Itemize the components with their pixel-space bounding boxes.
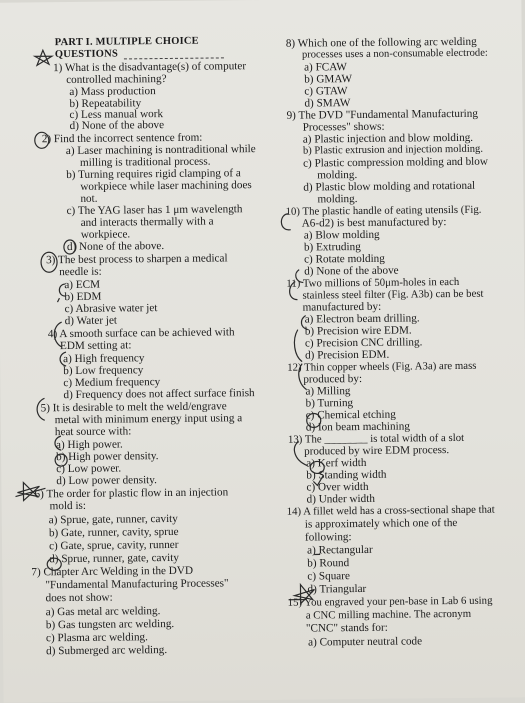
circle-mark	[41, 252, 57, 272]
circle-mark	[299, 364, 307, 390]
q10-stem-2: A6-d2) is best manufactured by:	[302, 216, 447, 230]
q4-stem-2: EDM setting at:	[60, 339, 132, 352]
q13-stem: 13) The ________ is total width of a slot	[288, 432, 464, 446]
q13-option-a: a) Kerf width	[306, 457, 366, 470]
q11-stem-3: manufactured by:	[302, 301, 381, 314]
q8-stem: 8) Which one of the following arc welding	[286, 36, 477, 50]
q9-stem-2: Processes" shows:	[303, 121, 385, 134]
q3-option-c: c) Abrasive water jet	[64, 302, 157, 315]
q4-option-a: a) High frequency	[63, 352, 145, 365]
circle-mark	[281, 214, 290, 230]
circle-mark	[57, 284, 65, 302]
q1-option-b: b) Repeatability	[69, 97, 141, 110]
q5-stem-2: metal with minimum energy input using a	[55, 412, 243, 426]
q2-stem: 2) Find the incorrect sentence from:	[42, 132, 203, 146]
q2-option-a: a) Laser machining is nontraditional while	[66, 143, 256, 157]
q12-stem: 12) Thin copper wheels (Fig. A3a) are mass	[287, 360, 476, 374]
q9-stem: 9) The DVD "Fundamental Manufacturing	[286, 108, 478, 122]
q10-option-c: c) Rotate molding	[304, 253, 385, 266]
star-icon	[294, 584, 314, 603]
q3-stem-2: needle is:	[59, 266, 102, 279]
q3-option-d: d) Water jet	[65, 315, 117, 328]
q15-stem-2: a CNC milling machine. The acronym	[306, 608, 471, 622]
q1-option-a: a) Mass production	[69, 85, 156, 98]
q14-stem-3: following:	[305, 531, 352, 544]
q2-option-c-3: workpiece.	[81, 228, 131, 241]
q5-stem-3: heat source with:	[55, 425, 132, 438]
q9-option-d-2: molding.	[317, 193, 357, 206]
q7-stem-3: does not show:	[46, 592, 113, 605]
q1-option-c: c) Less manual work	[69, 108, 163, 121]
q9-option-d: d) Plastic blow molding and rotational	[303, 180, 475, 194]
q9-option-c: c) Plastic compression molding and blow	[303, 156, 488, 170]
q12-option-b: b) Turning	[306, 397, 354, 410]
circle-mark	[301, 316, 307, 330]
q4-option-d: d) Frequency does not affect surface finish	[63, 387, 254, 401]
q14-stem: 14) A fillet weld has a cross-sectional shape that	[287, 504, 495, 519]
q13-option-d: d) Under width	[307, 493, 375, 506]
circle-mark	[47, 558, 61, 570]
q11-stem-2: stainless steel filter (Fig. A3b) can be best	[302, 288, 483, 302]
circle-mark	[294, 442, 307, 466]
q8-option-d: d) SMAW	[304, 97, 350, 110]
circle-mark	[64, 240, 76, 254]
q7-option-c: c) Plasma arc welding.	[46, 631, 148, 644]
q10-stem: 10) The plastic handle of eating utensils (Fig.	[285, 204, 481, 218]
q10-option-a: a) Blow molding	[304, 229, 380, 242]
circle-mark	[55, 436, 61, 450]
q2-option-b: b) Turning requires rigid clamping of a	[66, 167, 241, 181]
q14-option-d: d) Triangular	[307, 583, 366, 596]
circle-mark	[296, 270, 304, 283]
q11-option-b: b) Precision wire EDM.	[305, 324, 412, 338]
q6-stem-2: mold is:	[50, 500, 87, 513]
q9-option-b: b) Plastic extrusion and injection molding.	[303, 144, 483, 158]
circle-mark	[60, 352, 66, 366]
q2-option-b-3: not.	[80, 193, 97, 206]
q2-option-b-2: workpiece while laser machining does	[80, 179, 252, 193]
q1-stem-2: controlled machining?	[66, 73, 166, 86]
q12-option-d: d) Ion beam machining	[306, 420, 410, 433]
circle-mark	[313, 475, 323, 485]
q5-option-a: a) High power.	[56, 438, 123, 451]
circle-mark	[290, 282, 298, 300]
circle-mark	[307, 413, 321, 427]
q14-option-b: b) Round	[307, 557, 349, 570]
q4-stem: 4) A smooth surface can be achieved with	[48, 326, 235, 340]
q8-option-c: c) GTAW	[304, 85, 347, 98]
star-icon	[35, 50, 52, 65]
q5-stem: 5) It is desirable to melt the weld/engrave	[41, 400, 227, 414]
q3-option-a: a) ECM	[64, 279, 100, 292]
q7-stem: 7) Chapter Arc Welding in the DVD	[31, 565, 193, 579]
q10-option-d: d) None of the above	[304, 265, 399, 278]
q5-option-c: c) Low power.	[56, 462, 121, 475]
q4-option-b: b) Low frequency	[63, 364, 143, 377]
q8-option-a: a) FCAW	[304, 61, 347, 74]
q5-option-d: d) Low power density.	[56, 474, 157, 487]
circle-mark	[35, 132, 49, 148]
q3-stem: 3) The best process to sharpen a medical	[46, 252, 228, 266]
q15-stem: 15) You engraved your pen-base in Lab 6 using	[288, 595, 493, 610]
q7-stem-2: "Fundamental Manufacturing Processes"	[45, 577, 228, 591]
q1-stem: 1) What is the disadvantage(s) of computer	[53, 60, 246, 74]
q13-option-b: b) Standing width	[306, 469, 386, 482]
q7-option-b: b) Gas tungsten arc welding.	[46, 618, 174, 632]
q15-option-a: a) Computer neutral code	[308, 635, 422, 649]
q5-option-b: b) High power density.	[56, 450, 159, 463]
q11-option-c: c) Precision CNC drilling.	[305, 336, 423, 350]
q6-stem: 6) The order for plastic flow in an injection	[34, 486, 228, 500]
q9-option-c-2: molding.	[317, 169, 357, 182]
q12-option-c: c) Chemical etching	[306, 409, 396, 422]
q3-option-b: b) EDM	[64, 291, 101, 304]
circle-mark	[310, 461, 324, 473]
q7-option-a: a) Gas metal arc welding.	[46, 605, 161, 619]
q7-option-d: d) Submerged arc welding.	[46, 644, 167, 658]
q14-option-a: a) Rectangular	[307, 544, 373, 557]
circle-mark	[55, 454, 67, 466]
q14-stem-2: is approximately which one of the	[305, 517, 458, 531]
q12-option-a: a) Milling	[305, 385, 350, 398]
q2-option-c: c) The YAG laser has 1 μm wavelength	[66, 203, 242, 217]
q12-stem-2: produced by:	[303, 373, 362, 386]
q6-option-a: a) Sprue, gate, runner, cavity	[49, 513, 178, 527]
star-icon	[15, 482, 45, 500]
circle-mark	[54, 322, 62, 347]
circle-mark	[37, 398, 45, 420]
q2-option-d: d) None of the above.	[67, 240, 164, 253]
q9-option-a: a) Plastic injection and blow molding.	[303, 132, 473, 146]
q6-option-c: c) Gate, sprue, cavity, runner	[49, 539, 179, 553]
questions-label: QUESTIONS	[55, 48, 118, 61]
q10-option-b: b) Extruding	[304, 241, 361, 254]
part-title: PART I. MULTIPLE CHOICE	[55, 36, 199, 50]
q8-option-b: b) GMAW	[304, 73, 352, 86]
q1-option-d: d) None of the above	[70, 119, 165, 132]
q14-option-c: c) Square	[307, 570, 350, 583]
q6-option-b: b) Gate, runner, cavity, sprue	[49, 526, 179, 540]
q8-stem-2: processes uses a non-consumable electrode:	[302, 48, 488, 62]
q11-stem: 11) Two millions of 50μm-holes in each	[286, 276, 459, 290]
q2-option-c-2: and interacts thermally with a	[81, 216, 214, 230]
q13-option-c: c) Over width	[306, 481, 368, 494]
q11-option-d: d) Precision EDM.	[305, 349, 389, 362]
q13-stem-2: produced by wire EDM process.	[304, 444, 449, 458]
q11-option-a: a) Electron beam drilling.	[305, 312, 420, 326]
q2-option-a-2: milling is traditional process.	[80, 156, 211, 170]
q6-option-d: d) Sprue, runner, gate, cavity	[49, 552, 179, 566]
q15-stem-3: "CNC" stands for:	[306, 622, 388, 635]
q4-option-c: c) Medium frequency	[63, 376, 160, 389]
circle-mark	[294, 330, 302, 362]
